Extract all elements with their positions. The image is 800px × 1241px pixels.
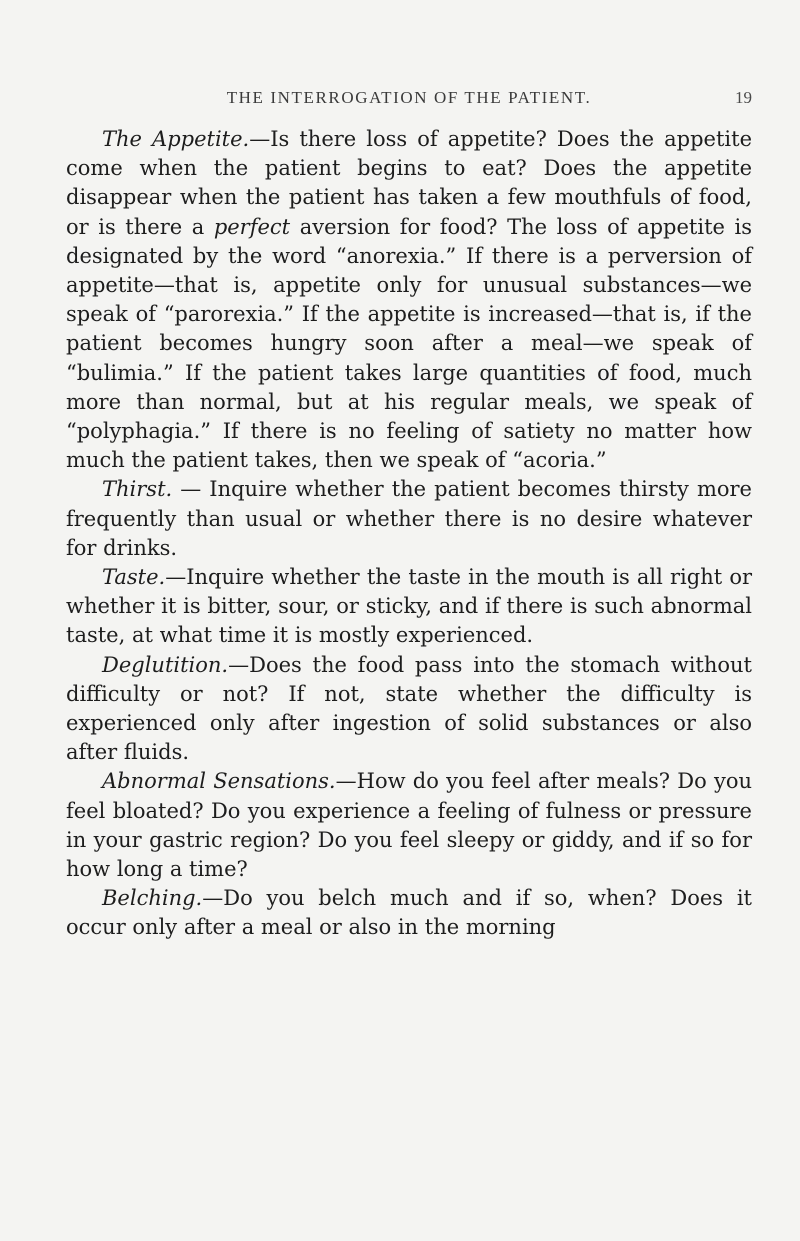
paragraph-text: —How do you feel after meals? Do you feel bloated? Do you experience a feeling of fulness or pressure in your gastric region? Do you feel sleepy or giddy, and if so for how long a time? <box>66 769 752 882</box>
paragraph-thirst <box>66 475 752 563</box>
emphasis-text: perfect <box>213 214 291 239</box>
paragraph-belching <box>66 884 752 942</box>
section-heading-belching: Belching. <box>102 886 203 911</box>
running-head <box>66 88 752 114</box>
paragraph-text: —Is there loss of appetite? Does the appetite come when the patient begins to eat? Does the appetite disappear when the patient has taken a few mouthfuls of food, or is there a <box>66 127 752 239</box>
section-heading-appetite: The Appetite. <box>102 127 250 151</box>
running-title: THE INTERROGATION OF THE PATIENT. <box>226 88 592 107</box>
page-number: 19 <box>735 88 752 107</box>
body-text <box>66 125 752 943</box>
paragraph-taste <box>66 563 752 651</box>
paragraph-text: —Inquire whether the taste in the mouth is all right or whether it is bitter, sour, or sticky, and if there is such abnormal taste, at what time it is mostly experienced. <box>66 565 752 648</box>
section-heading-abnormal-sensations: Abnormal Sensations. <box>102 769 336 794</box>
section-heading-taste: Taste. <box>102 565 166 590</box>
paragraph-text: — Inquire whether the patient becomes thirsty more frequently than usual or whether there is no desire whatever for drinks. <box>66 477 752 560</box>
section-heading-thirst: Thirst. <box>102 477 173 502</box>
paragraph-text: —Do you belch much and if so, when? Does it occur only after a meal or also in the morning <box>66 886 752 940</box>
paragraph-deglutition <box>66 651 752 768</box>
paragraph-text: —Does the food pass into the stomach without difficulty or not? If not, state whether the difficulty is experienced only after ingestion of solid substances or also after fluids. <box>66 652 752 765</box>
section-heading-deglutition: Deglutition. <box>102 652 229 677</box>
paragraph-abnormal-sensations <box>66 767 752 884</box>
paragraph-text: aversion for food? The loss of appetite is designated by the word “anorexia.” If there is a perversion of appetite—that is, appetite only for unusual substances—we speak of “parorexia.” If the appetite is increased—that is, if the patient becomes hungry soon after a meal—we speak of “bulimia.” If the patient takes large quantities of food, much more than normal, but at his regular meals, we speak of “polyphagia.” If there is no feeling of satiety no matter how much the patient takes, then we speak of “acoria.” <box>66 214 752 473</box>
paragraph-appetite <box>66 125 752 475</box>
